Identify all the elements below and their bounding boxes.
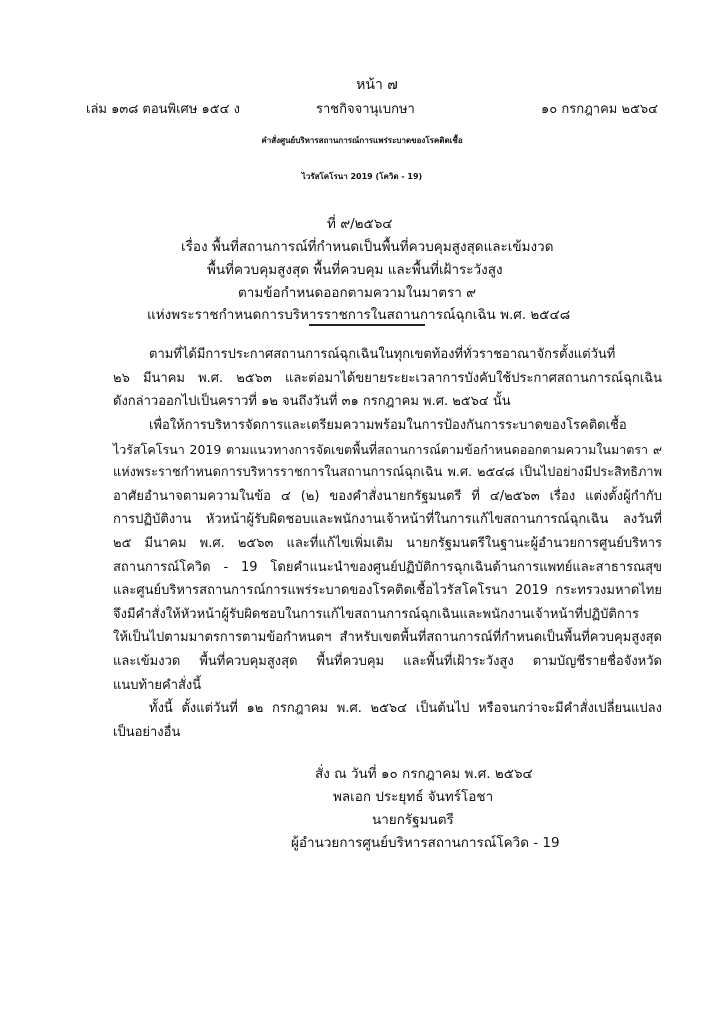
signer-position-1: นายกรัฐมนตรี bbox=[372, 812, 454, 828]
paragraph-line: ให้เป็นไปตามมาตรการตามข้อกำหนดฯ สำหรับเขตพื้นที่สถานการณ์ที่กำหนดเป็นพื้นที่ควบคุมสูงสุด bbox=[113, 630, 662, 646]
paragraph-line: จึงมีคำสั่งให้หัวหน้าผู้รับผิดชอบในการแก้ไขสถานการณ์ฉุกเฉินและพนักงานเจ้าหน้าที่ปฏิบัติการ bbox=[113, 606, 640, 622]
order-title-line-2: ไวรัสโคโรนา 2019 (โควิด - 19) bbox=[301, 172, 423, 181]
subject-line-4: แห่งพระราชกำหนดการบริหารราชการในสถานการณ์ฉุกเฉิน พ.ศ. ๒๕๔๘ bbox=[147, 307, 571, 323]
paragraph-line: สถานการณ์โควิด - 19 โดยคำแนะนำของศูนย์ปฏิบัติการฉุกเฉินด้านการแพทย์และสาธารณสุข bbox=[113, 559, 662, 575]
paragraph-line: เพื่อให้การบริหารจัดการและเตรียมความพร้อมในการป้องกันการระบาดของโรคติดเชื้อ bbox=[149, 418, 627, 433]
paragraph-line: แห่งพระราชกำหนดการบริหารราชการในสถานการณ์ฉุกเฉิน พ.ศ. ๒๕๔๘ เป็นไปอย่างมีประสิทธิภาพ bbox=[113, 465, 662, 481]
paragraph-3 bbox=[113, 697, 662, 744]
paragraph-line: และเข้มงวด พื้นที่ควบคุมสูงสุด พื้นที่ควบคุม และพื้นที่เฝ้าระวังสูง ตามบัญชีรายชื่อจังหวัด bbox=[113, 653, 662, 669]
paragraph-line: ๒๕ มีนาคม พ.ศ. ๒๕๖๓ และที่แก้ไขเพิ่มเติม นายกรัฐมนตรีในฐานะผู้อำนวยการศูนย์บริหาร bbox=[113, 535, 662, 551]
signer-position-2: ผู้อำนวยการศูนย์บริหารสถานการณ์โควิด - 19 bbox=[291, 835, 560, 851]
paragraph-line: อาศัยอำนาจตามความในข้อ ๔ (๒) ของคำสั่งนายกรัฐมนตรี ที่ ๔/๒๕๖๓ เรื่อง แต่งตั้งผู้กำกับ bbox=[113, 488, 662, 504]
paragraph-line: แนบท้ายคำสั่งนี้ bbox=[113, 677, 202, 693]
order-title-line-1: คำสั่งศูนย์บริหารสถานการณ์การแพร่ระบาดของโรคติดเชื้อ bbox=[261, 136, 463, 145]
subject-line-2: พื้นที่ควบคุมสูงสุด พื้นที่ควบคุม และพื้นที่เฝ้าระวังสูง bbox=[207, 262, 503, 278]
paragraph-line: ๒๖ มีนาคม พ.ศ. ๒๕๖๓ และต่อมาได้ขยายระยะเวลาการบังคับใช้ประกาศสถานการณ์ฉุกเฉิน bbox=[113, 370, 662, 386]
title-divider bbox=[309, 324, 425, 326]
paragraph-line: ดังกล่าวออกไปเป็นคราวที่ ๑๒ จนถึงวันที่ ๓๑ กรกฎาคม พ.ศ. ๒๕๖๔ นั้น bbox=[113, 394, 511, 410]
page-number: หน้า ๗ bbox=[356, 77, 398, 93]
gazette-name: ราชกิจจานุเบกษา bbox=[316, 102, 415, 117]
paragraph-line: และศูนย์บริหารสถานการณ์การแพร่ระบาดของโรคติดเชื้อไวรัสโคโรนา 2019 กระทรวงมหาดไทย bbox=[113, 583, 662, 599]
gazette-header-line bbox=[86, 98, 658, 119]
signer-name: พลเอก ประยุทธ์ จันทร์โอชา bbox=[333, 789, 494, 805]
signing-date: สั่ง ณ วันที่ ๑๐ กรกฎาคม พ.ศ. ๒๕๖๔ bbox=[315, 766, 533, 782]
paragraph-line: ตามที่ได้มีการประกาศสถานการณ์ฉุกเฉินในทุกเขตท้องที่ทั่วราชอาณาจักรตั้งแต่วันที่ bbox=[149, 347, 616, 362]
subject-line-1: เรื่อง พื้นที่สถานการณ์ที่กำหนดเป็นพื้นที่ควบคุมสูงสุดและเข้มงวด bbox=[181, 239, 554, 255]
paragraph-line: การปฏิบัติงาน หัวหน้าผู้รับผิดชอบและพนักงานเจ้าหน้าที่ในการแก้ไขสถานการณ์ฉุกเฉิน ลงวันที่ bbox=[113, 512, 662, 528]
order-number: ที่ ๙/๒๕๖๔ bbox=[327, 216, 393, 232]
publication-date: ๑๐ กรกฎาคม ๒๕๖๔ bbox=[541, 102, 658, 117]
paragraph-line: ทั้งนี้ ตั้งแต่วันที่ ๑๒ กรกฎาคม พ.ศ. ๒๕๖๔ เป็นต้นไป หรือจนกว่าจะมีคำสั่งเปลี่ยนแปลง bbox=[149, 701, 662, 716]
subject-line-3: ตามข้อกำหนดออกตามความในมาตรา ๙ bbox=[238, 285, 477, 301]
paragraph-2 bbox=[113, 414, 662, 697]
paragraph-line: เป็นอย่างอื่น bbox=[113, 724, 181, 740]
volume-info: เล่ม ๑๓๘ ตอนพิเศษ ๑๕๔ ง bbox=[86, 102, 240, 117]
paragraph-line: ไวรัสโคโรนา 2019 ตามแนวทางการจัดเขตพื้นที่สถานการณ์ตามข้อกำหนดออกตามความในมาตรา ๙ bbox=[113, 441, 662, 457]
paragraph-1 bbox=[113, 343, 662, 414]
